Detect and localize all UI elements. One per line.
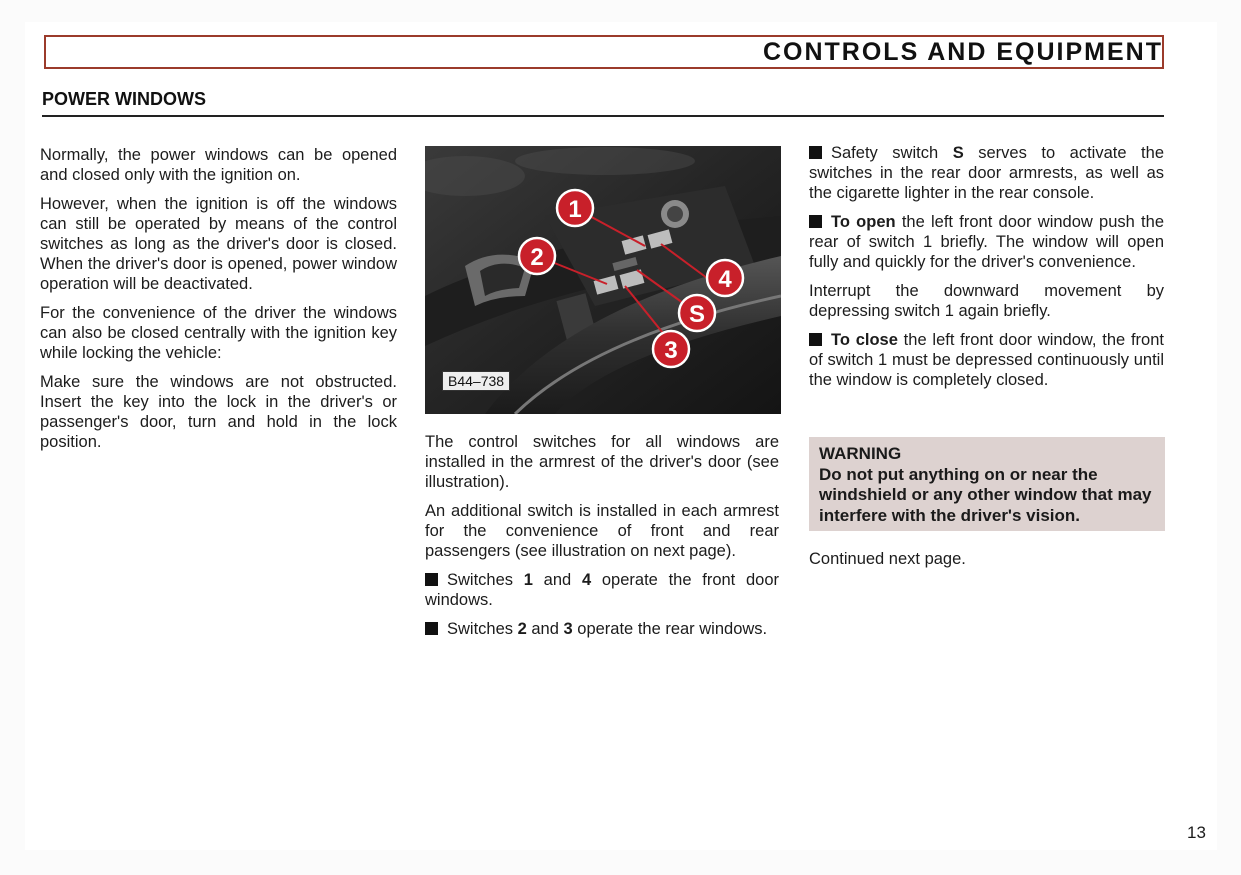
page-number: 13 (1187, 823, 1206, 842)
section-divider (42, 115, 1164, 117)
column-left (40, 145, 397, 461)
svg-text:2: 2 (530, 244, 544, 271)
svg-text:1: 1 (568, 196, 582, 223)
section-title: POWER WINDOWS (42, 89, 206, 109)
svg-text:S: S (688, 301, 706, 328)
paragraph: Normally, the power windows can be opened and closed only with the ignition on. (40, 146, 397, 184)
callout-2 (519, 238, 555, 274)
svg-text:3: 3 (664, 337, 678, 364)
paragraph: The control switches for all windows are installed in the armrest of the driver's door (see illustration). (425, 433, 779, 491)
header-title: CONTROLS AND EQUIPMENT (762, 38, 1163, 66)
bullet-item: To close the left front door window, the front of switch 1 must be depressed continuously until the window is completely closed. (809, 331, 1164, 389)
bullet-item: Switches 2 and 3 operate the rear windows. (425, 619, 779, 639)
bullet-square-icon (809, 215, 822, 228)
paragraph: For the convenience of the driver the windows can also be closed centrally with the ignition key while locking the vehicle: (40, 304, 397, 362)
bullet-square-icon (809, 333, 822, 346)
continued-note: Continued next page. (809, 550, 966, 568)
figure-code-label: B44–738 (442, 371, 510, 391)
paragraph: However, when the ignition is off the windows can still be operated by means of the control switches as long as the driver's door is closed. When the driver's door is opened, power window operation will be deactivated. (40, 195, 397, 293)
bullet-item: Switches 1 and 4 operate the front door windows. (425, 571, 780, 609)
bullet-square-icon (425, 573, 438, 586)
callout-4 (707, 260, 743, 296)
paragraph: An additional switch is installed in each armrest for the convenience of front and rear passengers (see illustration on next page). (425, 502, 779, 560)
warning-text: Do not put anything on or near the windshield or any other window that may interfere with the driver's vision. (819, 464, 1152, 525)
paragraph: Interrupt the downward movement by depressing switch 1 again briefly. (809, 282, 1164, 320)
warning-title: WARNING (819, 444, 902, 463)
paragraph: Make sure the windows are not obstructed. Insert the key into the lock in the driver's or passenger's door, turn and hold in the lock position. (40, 373, 397, 451)
callout-s (679, 295, 715, 331)
bullet-item: To open the left front door window push the rear of switch 1 briefly. The window will open fully and quickly for the driver's convenience. (809, 213, 1164, 271)
column-middle (425, 432, 779, 648)
column-right (809, 143, 1164, 399)
svg-text:4: 4 (718, 266, 732, 293)
bullet-item: Safety switch S serves to activate the switches in the rear door armrests, as well as the cigarette lighter in the rear console. (809, 144, 1164, 202)
warning-box (809, 437, 1165, 531)
callout-3 (653, 331, 689, 367)
callout-1 (557, 190, 593, 226)
bullet-square-icon (425, 622, 438, 635)
bullet-square-icon (809, 146, 822, 159)
